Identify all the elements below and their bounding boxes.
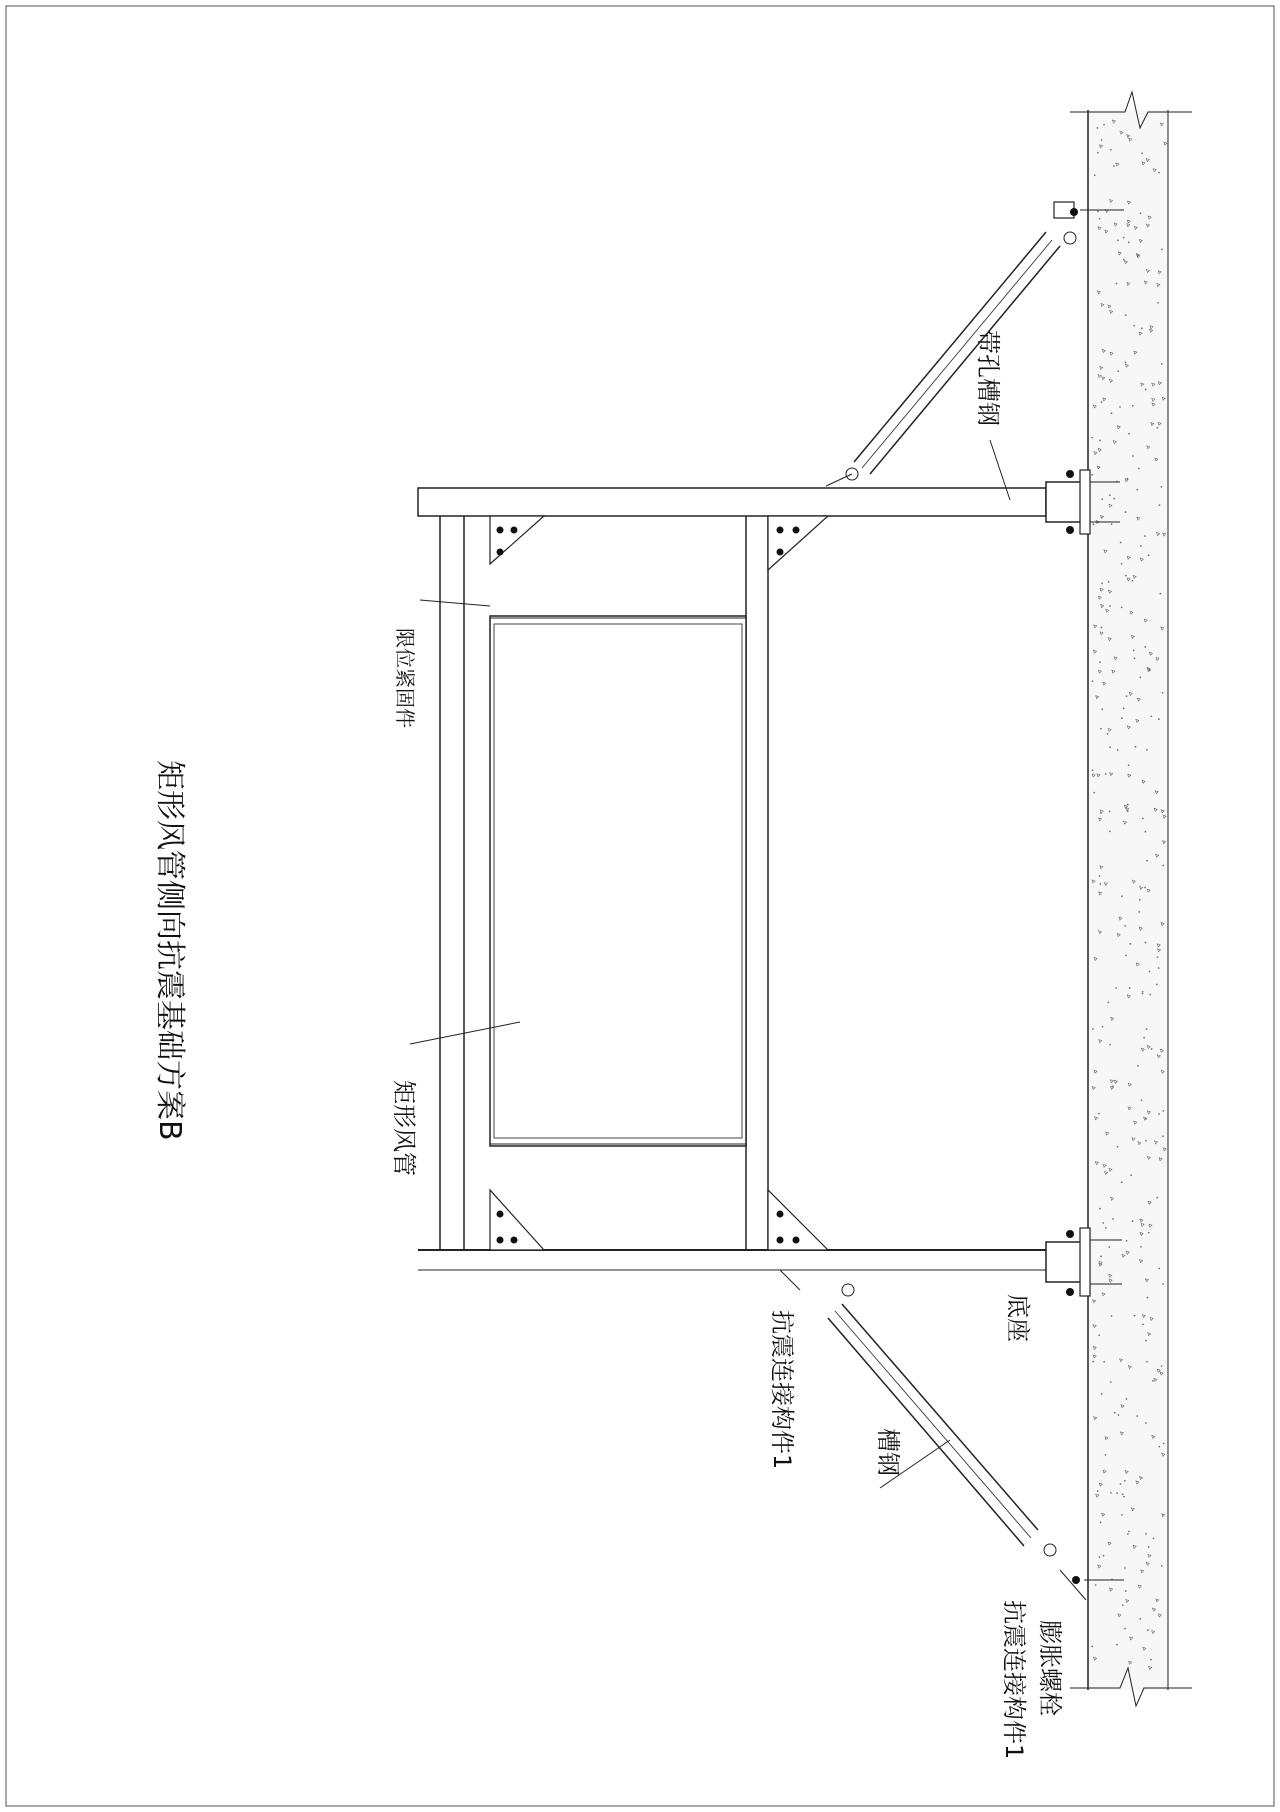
label-base: 底座 <box>1004 1294 1032 1342</box>
concrete-wall <box>1070 92 1192 1706</box>
label-seismic-connector-1-upper: 抗震连接构件1 <box>768 1310 796 1470</box>
label-slotted-channel: 带孔槽钢 <box>974 330 1002 426</box>
lower-diagonal-brace <box>828 1284 1124 1584</box>
support-frame <box>418 488 1046 1270</box>
label-seismic-connector-1-lower: 抗震连接构件1 <box>1000 1600 1028 1760</box>
label-rect-duct: 矩形风管 <box>390 1080 418 1176</box>
drawing-title: 矩形风管侧向抗震基础方案B <box>152 760 187 1141</box>
label-limit-fastener: 限位紧固件 <box>393 628 417 728</box>
label-channel-steel: 槽钢 <box>874 1428 902 1476</box>
label-expansion-bolt: 膨胀螺栓 <box>1036 1620 1064 1716</box>
